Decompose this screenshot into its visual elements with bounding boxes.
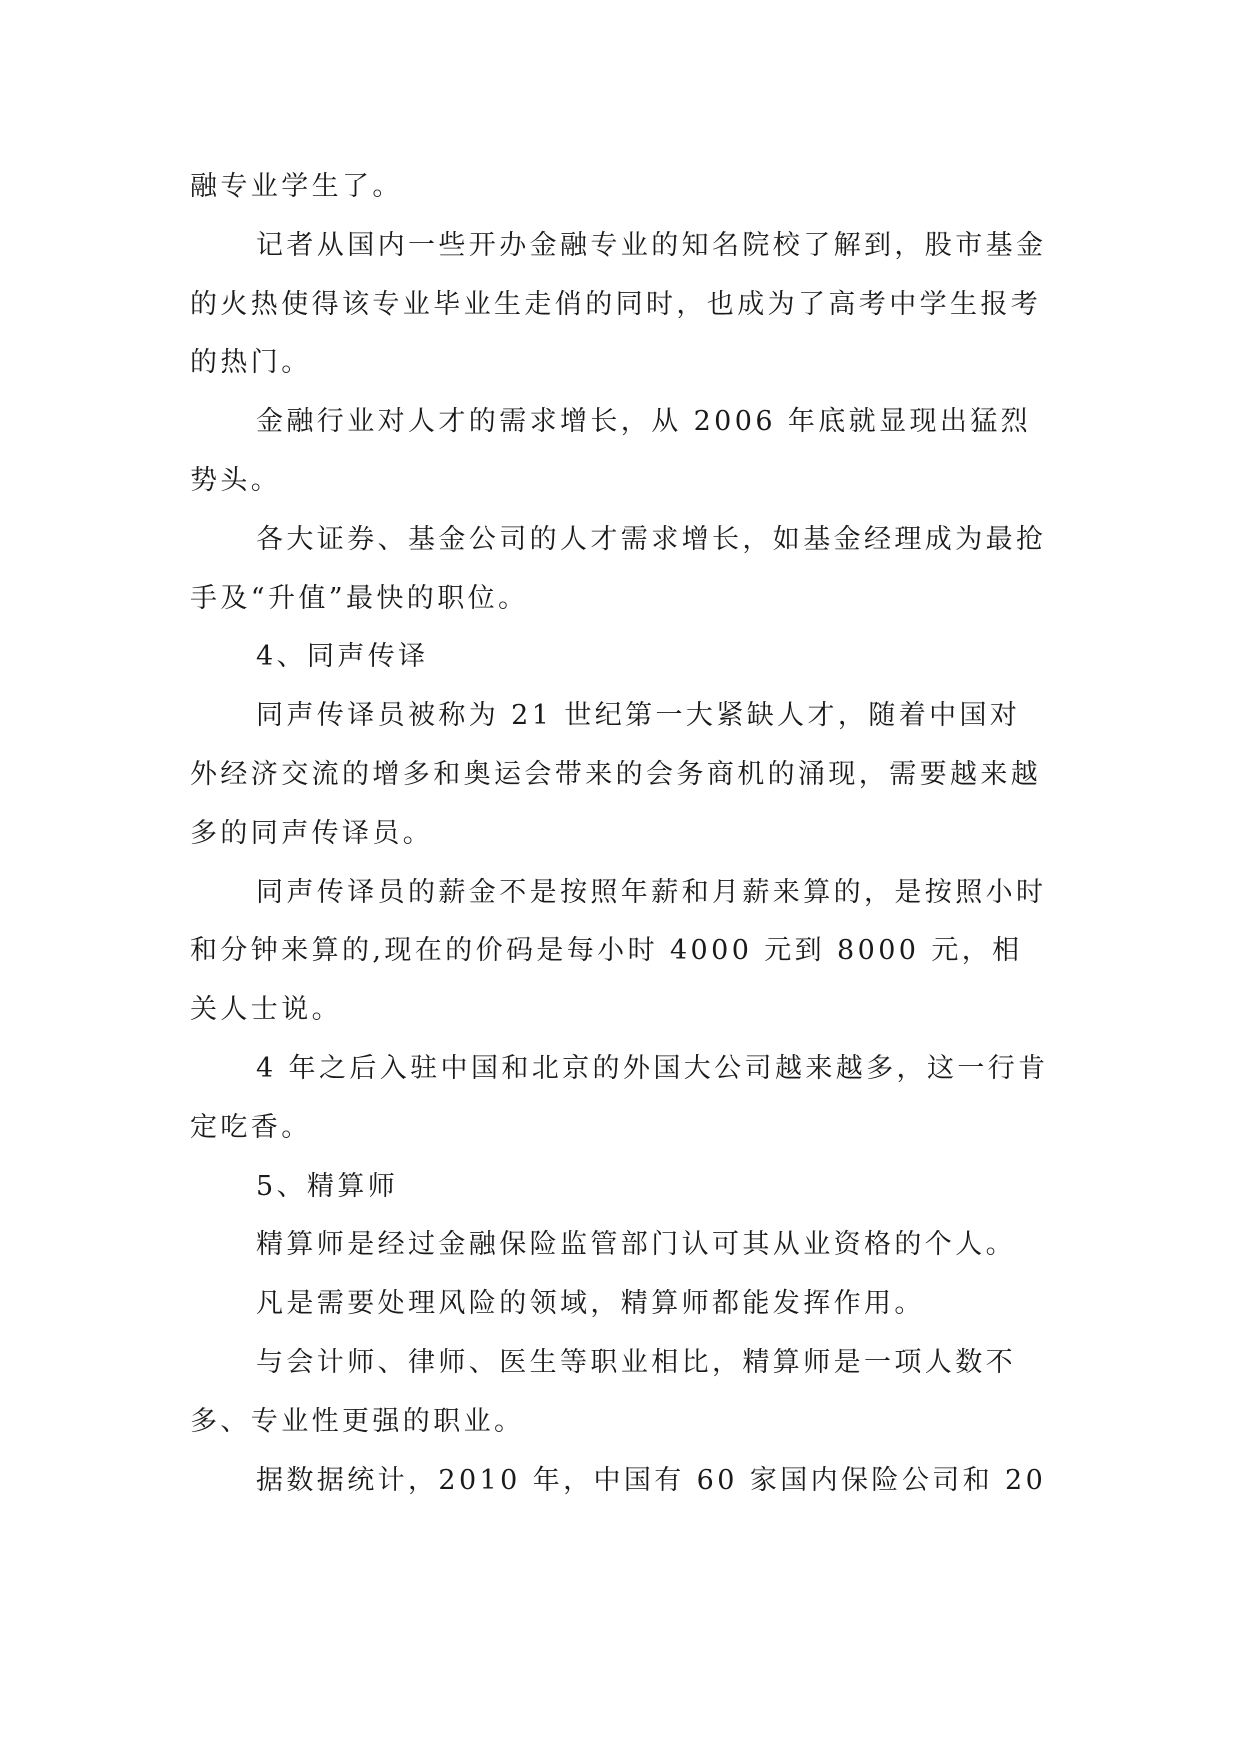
paragraph-continuation: 融专业学生了。 (190, 171, 403, 202)
document-body (190, 158, 1050, 1510)
section-heading-interpreter: 4、同声传译 (256, 641, 429, 673)
section-heading-actuary: 5、精算师 (256, 1170, 399, 1202)
paragraph-actuary-comparison: 与会计师、律师、医生等职业相比，精算师是一项人数不多、专业性更强的职业。 (190, 1346, 1016, 1437)
paragraph-actuary-definition: 精算师是经过金融保险监管部门认可其从业资格的个人。 (256, 1229, 1016, 1261)
paragraph-finance-demand: 金融行业对人才的需求增长，从 2006 年底就显现出猛烈势头。 (190, 406, 1032, 496)
paragraph-finance-schools: 记者从国内一些开办金融专业的知名院校了解到，股市基金的火热使得该专业毕业生走俏的同时，也成为了高考中学生报考的热门。 (190, 229, 1047, 379)
paragraph-interpreter-shortage: 同声传译员被称为 21 世纪第一大紧缺人才，随着中国对外经济交流的增多和奥运会带来的会务商机的涌现，需要越来越多的同声传译员。 (190, 700, 1042, 849)
paragraph-interpreter-outlook: 4 年之后入驻中国和北京的外国大公司越来越多，这一行肯定吃香。 (190, 1052, 1049, 1143)
paragraph-actuary-statistics: 据数据统计，2010 年，中国有 60 家国内保险公司和 20 (256, 1464, 1047, 1496)
paragraph-actuary-risk: 凡是需要处理风险的领域，精算师都能发挥作用。 (256, 1288, 925, 1320)
paragraph-interpreter-salary: 同声传译员的薪金不是按照年薪和月薪来算的，是按照小时和分钟来算的,现在的价码是每小时 4000 元到 8000 元，相关人士说。 (190, 876, 1047, 1026)
paragraph-fund-manager: 各大证券、基金公司的人才需求增长，如基金经理成为最抢手及“升值”最快的职位。 (190, 523, 1047, 614)
